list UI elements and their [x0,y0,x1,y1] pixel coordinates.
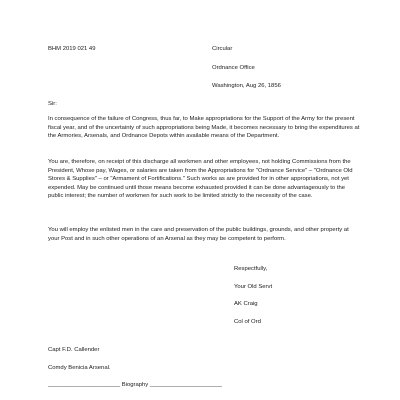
closing-respectfully: Respectfully, [234,266,268,272]
signer-title: Col of Ord [234,319,261,325]
signer-name: AK Craig [234,301,258,307]
body-paragraph-3: You will employ the enlisted men in the care and preservation of the public buildings, grounds, and other property at your Post and in such other operations of an Arsenal as they may be competent to perform. [48,227,349,242]
salutation: Sir: [48,101,57,107]
file-id: BHM 2019 021 49 [48,46,96,52]
recipient-name: Capt F.D. Callender [48,347,100,353]
body-paragraph-2: You are, therefore, on receipt of this discharge all workmen and other employees, not holding Commissions from the President, Whose pay, Wages, or salaries are taken from the Appropriations for "Ordnance Service" – "Ordnance Old Stores & Supplies" – or "Armament of Fortifications." Such works as are provided for in other appropriations, not yet expended. May be continued until those means become exhausted provided it can be done advantageously to the public interest; the number of workmen for such work to be limited strictly to the necessity of the case. [48,159,353,199]
office-label: Ordnance Office [212,65,255,71]
place-date: Washington, Aug 26, 1856 [212,83,281,89]
recipient-command: Comdy Benicia Arsenal. [48,365,111,371]
closing-servant: Your Old Servt [234,284,273,290]
circular-label: Circular [212,46,233,52]
footer-biography-line: ______________________ Biography ______________________ [48,382,222,388]
body-paragraph-1: In consequence of the failure of Congress, thus far, to Make appropriations for the Support of the Army for the present fiscal year, and of the uncertainty of such appropriations being Made, it becomes necessary to bring the expenditures at the Armories, Arsenals, and Ordnance Depots within available means of the Department. [48,116,360,139]
